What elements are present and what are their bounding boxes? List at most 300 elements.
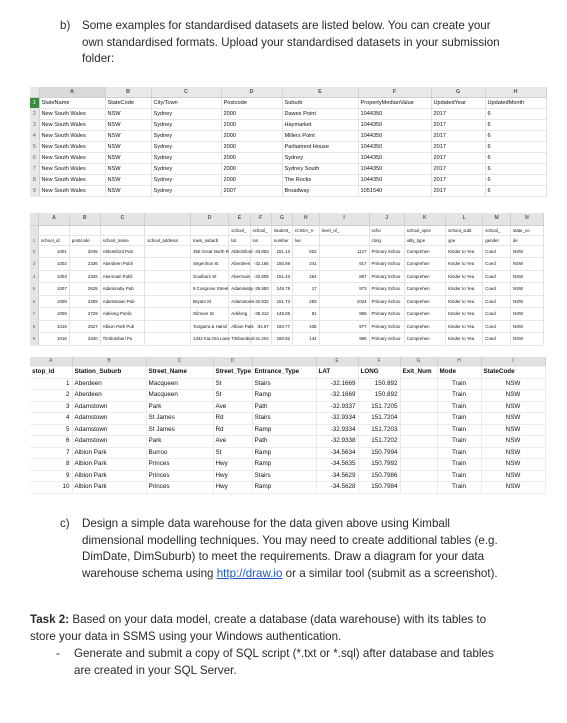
table-cell[interactable]: 150.7994 (358, 447, 400, 459)
table-cell[interactable]: -32.1669 (316, 378, 358, 390)
column-letter[interactable]: L (446, 213, 483, 225)
table-cell[interactable]: 17 (293, 283, 320, 296)
table-cell[interactable]: 1015 (39, 320, 70, 333)
header-cell[interactable]: StateCode (105, 98, 151, 109)
table-cell[interactable]: 2017 (431, 109, 485, 120)
column-letter[interactable]: G (271, 213, 292, 225)
table-cell[interactable]: Adamstown Pub (100, 295, 145, 308)
table-cell[interactable]: -34.5629 (316, 470, 358, 482)
table-cell[interactable]: Ave (213, 436, 252, 448)
table-cell[interactable]: -32.9337 (316, 401, 358, 413)
table-cell[interactable]: Macqueen (146, 390, 213, 402)
table-cell[interactable]: Ramp (252, 482, 316, 494)
table-cell[interactable]: Sydney (151, 164, 221, 175)
table-cell[interactable]: St (213, 447, 252, 459)
table-cell[interactable]: Ramp (252, 424, 316, 436)
table-cell[interactable]: Comprehen (404, 308, 445, 321)
header-cell-top[interactable] (145, 225, 191, 235)
table-cell[interactable]: 2000 (221, 109, 282, 120)
table-cell[interactable]: Coed (483, 295, 511, 308)
table-cell[interactable]: 2017 (431, 164, 485, 175)
header-cell[interactable]: Station_Suburb (72, 367, 146, 379)
column-letter[interactable]: H (485, 87, 546, 98)
header-cell-top[interactable]: scho (369, 225, 404, 235)
table-cell[interactable]: 2017 (431, 131, 485, 142)
table-cell[interactable]: New South Wales (39, 186, 105, 197)
table-cell[interactable]: NSW (105, 109, 151, 120)
table-cell[interactable]: Sydney (151, 186, 221, 197)
table-cell[interactable]: 6 (485, 131, 546, 142)
header-cell-top[interactable]: student_ (271, 225, 292, 235)
header-cell[interactable]: Exit_Num (400, 367, 437, 379)
table-cell[interactable] (145, 320, 191, 333)
table-cell[interactable]: 1127 (319, 245, 369, 258)
table-cell[interactable]: Train (437, 436, 481, 448)
table-cell[interactable]: St James (146, 413, 213, 425)
column-letter[interactable]: G (400, 357, 437, 367)
row-number[interactable]: 5 (30, 283, 39, 296)
column-letter[interactable]: H (293, 213, 320, 225)
table-cell[interactable]: 1003 (39, 270, 70, 283)
header-cell[interactable]: ype (446, 235, 483, 245)
table-cell[interactable]: 1007 (39, 283, 70, 296)
header-cell[interactable]: UpdatedMonth (485, 98, 546, 109)
table-cell[interactable]: -35.993 (250, 283, 271, 296)
table-cell[interactable]: 2046 (69, 245, 100, 258)
table-cell[interactable]: 150.7986 (358, 470, 400, 482)
table-cell[interactable]: Train (437, 447, 481, 459)
table-cell[interactable]: Princes (146, 470, 213, 482)
table-cell[interactable]: Adaminaby Pub (100, 283, 145, 296)
table-cell[interactable]: Comprehen (404, 333, 445, 346)
column-letter[interactable]: F (358, 87, 431, 98)
table-cell[interactable]: Primary Schoo (369, 245, 404, 258)
table-cell[interactable]: Ave (213, 401, 252, 413)
column-letter[interactable]: J (369, 213, 404, 225)
header-cell[interactable]: postcode (69, 235, 100, 245)
table-cell[interactable]: Stairs (252, 413, 316, 425)
table-cell[interactable]: Sydney (151, 131, 221, 142)
header-cell[interactable]: City/Town (151, 98, 221, 109)
table-cell[interactable]: Primary Schoo (369, 320, 404, 333)
table-cell[interactable]: Aberdeen Publi (100, 258, 145, 271)
table-cell[interactable]: Burroo (146, 447, 213, 459)
table-cell[interactable]: 995 (319, 333, 369, 346)
table-cell[interactable]: Aberdeen (72, 390, 146, 402)
header-cell[interactable]: PropertyMedianValue (358, 98, 431, 109)
table-cell[interactable]: 6 (485, 175, 546, 186)
column-letter[interactable]: C (100, 213, 145, 225)
table-cell[interactable] (145, 295, 191, 308)
table-cell[interactable]: 602 (293, 245, 320, 258)
header-cell-top[interactable]: school_subt (446, 225, 483, 235)
table-cell[interactable]: Bryant St (191, 295, 229, 308)
header-cell[interactable]: stop_id (30, 367, 72, 379)
row-number[interactable]: 8 (30, 175, 39, 186)
table-cell[interactable]: NSW (510, 308, 543, 321)
table-cell[interactable]: New South Wales (39, 109, 105, 120)
table-cell[interactable]: Rd (213, 424, 252, 436)
table-cell[interactable]: -32.9334 (316, 424, 358, 436)
table-cell[interactable]: Train (437, 390, 481, 402)
row-number[interactable]: 6 (30, 295, 39, 308)
table-cell[interactable]: Coed (483, 333, 511, 346)
row-number[interactable]: 8 (30, 320, 39, 333)
column-letter[interactable]: H (437, 357, 481, 367)
table-cell[interactable]: 148.06 (271, 308, 292, 321)
table-cell[interactable]: 2007 (221, 186, 282, 197)
row-number[interactable]: 6 (30, 153, 39, 164)
table-cell[interactable]: Aberdeen (72, 378, 146, 390)
table-cell[interactable]: NSW (481, 447, 545, 459)
table-cell[interactable]: Gilmore St (191, 308, 229, 321)
column-letter[interactable] (145, 213, 191, 225)
table-cell[interactable]: 9 (30, 470, 72, 482)
header-cell[interactable]: gender (483, 235, 511, 245)
table-cell[interactable]: NSW (105, 142, 151, 153)
table-cell[interactable]: Comprehen (404, 295, 445, 308)
table-cell[interactable]: NSW (510, 258, 543, 271)
table-cell[interactable]: 150.7992 (358, 459, 400, 471)
table-cell[interactable]: 150.77 (271, 320, 292, 333)
table-cell[interactable]: Kinder to Yea (446, 320, 483, 333)
table-cell[interactable]: Segenhoe St (191, 258, 229, 271)
header-cell-top[interactable] (100, 225, 145, 235)
table-cell[interactable]: 1044350 (358, 120, 431, 131)
column-letter[interactable]: N (510, 213, 543, 225)
table-cell[interactable]: 1024 (319, 295, 369, 308)
table-cell[interactable]: Hwy (213, 470, 252, 482)
table-cell[interactable]: Goulburn St (191, 270, 229, 283)
column-letter[interactable]: A (30, 357, 72, 367)
header-cell-top[interactable]: school_ (250, 225, 271, 235)
table-cell[interactable]: 973 (319, 283, 369, 296)
table-cell[interactable]: NSW (481, 482, 545, 494)
table-cell[interactable]: Primary Schoo (369, 308, 404, 321)
table-cell[interactable]: Adamstown (72, 401, 146, 413)
table-cell[interactable]: 1016 (39, 333, 70, 346)
table-cell[interactable]: Albion Park (72, 470, 146, 482)
table-cell[interactable]: Ramp (252, 390, 316, 402)
table-cell[interactable]: NSW (481, 470, 545, 482)
table-cell[interactable]: 2017 (431, 142, 485, 153)
table-cell[interactable]: 81 (293, 308, 320, 321)
header-cell-top[interactable]: state_co (510, 225, 543, 235)
table-cell[interactable]: Coed (483, 308, 511, 321)
table-cell[interactable]: The Rocks (282, 175, 358, 186)
column-letter[interactable]: F (358, 357, 400, 367)
table-cell[interactable]: 2625 (69, 283, 100, 296)
table-cell[interactable]: Timbumburi (229, 333, 250, 346)
table-cell[interactable]: 977 (319, 320, 369, 333)
header-cell[interactable]: school_id (39, 235, 70, 245)
header-cell-top[interactable]: school_spec (404, 225, 445, 235)
table-cell[interactable]: Sydney South (282, 164, 358, 175)
table-cell[interactable]: Tongarra & Hamil (191, 320, 229, 333)
header-cell-top[interactable] (191, 225, 229, 235)
table-cell[interactable]: -31.204 (250, 333, 271, 346)
column-letter[interactable]: B (69, 213, 100, 225)
table-cell[interactable]: Train (437, 470, 481, 482)
table-cell[interactable]: 2729 (69, 308, 100, 321)
table-cell[interactable]: Train (437, 378, 481, 390)
table-cell[interactable]: -33.853 (250, 245, 271, 258)
table-cell[interactable]: 151.7205 (358, 401, 400, 413)
column-letter[interactable]: C (146, 357, 213, 367)
table-cell[interactable]: Comprehen (404, 245, 445, 258)
table-cell[interactable]: 9 Cosgrove Street (191, 283, 229, 296)
table-cell[interactable]: 150.89 (271, 258, 292, 271)
table-cell[interactable]: 2017 (431, 175, 485, 186)
table-cell[interactable] (400, 378, 437, 390)
table-cell[interactable]: Kinder to Yea (446, 270, 483, 283)
table-cell[interactable]: Haymarket (282, 120, 358, 131)
table-cell[interactable]: 1044350 (358, 142, 431, 153)
table-cell[interactable]: NSW (481, 424, 545, 436)
column-letter[interactable]: B (72, 357, 146, 367)
table-cell[interactable]: 2000 (221, 164, 282, 175)
table-cell[interactable]: 6 (485, 153, 546, 164)
header-cell[interactable]: lue (293, 235, 320, 245)
table-cell[interactable]: Kinder to Yea (446, 258, 483, 271)
table-cell[interactable]: 150.7984 (358, 482, 400, 494)
table-cell[interactable]: Primary Schoo (369, 258, 404, 271)
table-cell[interactable]: 1009 (39, 308, 70, 321)
row-number[interactable]: 2 (30, 245, 39, 258)
table-cell[interactable]: Adelong Public (100, 308, 145, 321)
table-cell[interactable]: Dawes Point (282, 109, 358, 120)
table-cell[interactable]: 2336 (69, 258, 100, 271)
column-letter[interactable]: K (404, 213, 445, 225)
column-letter[interactable]: I (319, 213, 369, 225)
table-cell[interactable]: Ramp (252, 459, 316, 471)
table-cell[interactable]: New South Wales (39, 153, 105, 164)
table-cell[interactable]: 4 (30, 413, 72, 425)
table-cell[interactable]: NSW (510, 333, 543, 346)
table-cell[interactable]: NSW (105, 153, 151, 164)
table-cell[interactable]: NSW (481, 413, 545, 425)
header-cell[interactable]: school_name (100, 235, 145, 245)
table-cell[interactable]: Park (146, 436, 213, 448)
table-cell[interactable]: NSW (105, 120, 151, 131)
table-cell[interactable]: Comprehen (404, 320, 445, 333)
table-cell[interactable]: Abermain (229, 270, 250, 283)
table-cell[interactable]: -32.9334 (316, 413, 358, 425)
table-cell[interactable]: 2000 (221, 142, 282, 153)
table-cell[interactable]: Adamstown (72, 413, 146, 425)
table-cell[interactable]: -35.312 (250, 308, 271, 321)
table-cell[interactable]: Abbotsford Pub (100, 245, 145, 258)
row-number[interactable]: 1 (30, 235, 39, 245)
header-cell[interactable]: Suburb (282, 98, 358, 109)
table-cell[interactable]: Park (146, 401, 213, 413)
column-letter[interactable]: A (39, 87, 105, 98)
table-cell[interactable]: Adamstown (72, 424, 146, 436)
table-cell[interactable] (400, 447, 437, 459)
table-cell[interactable]: Coed (483, 245, 511, 258)
table-cell[interactable]: 1044350 (358, 109, 431, 120)
table-cell[interactable]: 8 (30, 459, 72, 471)
table-cell[interactable]: 151.7202 (358, 436, 400, 448)
table-cell[interactable]: NSW (481, 436, 545, 448)
header-cell-top[interactable] (39, 225, 70, 235)
table-cell[interactable]: NSW (510, 245, 543, 258)
row-number[interactable]: 3 (30, 258, 39, 271)
table-cell[interactable]: 887 (319, 270, 369, 283)
table-cell[interactable]: Coed (483, 270, 511, 283)
table-cell[interactable]: Abermain Publi (100, 270, 145, 283)
table-cell[interactable]: New South Wales (39, 164, 105, 175)
column-letter[interactable]: M (483, 213, 511, 225)
table-cell[interactable]: Timbumburi Pu (100, 333, 145, 346)
table-cell[interactable]: NSW (510, 283, 543, 296)
table-cell[interactable]: 2527 (69, 320, 100, 333)
table-cell[interactable]: 2000 (221, 153, 282, 164)
table-cell[interactable]: 917 (319, 258, 369, 271)
table-cell[interactable]: Hwy (213, 459, 252, 471)
table-cell[interactable]: Albion Park (72, 482, 146, 494)
header-cell[interactable]: Street_Name (146, 367, 213, 379)
table-cell[interactable]: Path (252, 401, 316, 413)
table-cell[interactable]: 5 (30, 424, 72, 436)
row-number[interactable]: 4 (30, 131, 39, 142)
header-cell[interactable]: Street_Type (213, 367, 252, 379)
header-cell[interactable]: UpdatedYear (431, 98, 485, 109)
table-cell[interactable]: Coed (483, 258, 511, 271)
header-cell[interactable]: Mode (437, 367, 481, 379)
table-cell[interactable]: 264 (293, 270, 320, 283)
row-number[interactable]: 5 (30, 142, 39, 153)
header-cell[interactable] (319, 235, 369, 245)
table-cell[interactable]: New South Wales (39, 120, 105, 131)
table-cell[interactable]: -32.932 (250, 295, 271, 308)
header-cell-top[interactable]: ICSEA_V (293, 225, 320, 235)
table-cell[interactable]: 1001 (39, 245, 70, 258)
table-cell[interactable]: Primary Schoo (369, 283, 404, 296)
column-letter[interactable]: F (250, 213, 271, 225)
table-cell[interactable]: 148.78 (271, 283, 292, 296)
table-cell[interactable]: 6 (30, 436, 72, 448)
table-cell[interactable]: 241 (293, 258, 320, 271)
table-cell[interactable]: Adamstown (72, 436, 146, 448)
row-number[interactable]: 2 (30, 109, 39, 120)
table-cell[interactable]: 2017 (431, 186, 485, 197)
table-cell[interactable]: New South Wales (39, 175, 105, 186)
table-cell[interactable]: 986 (319, 308, 369, 321)
table-cell[interactable]: Abbotsford (229, 245, 250, 258)
table-cell[interactable]: Albion Park (229, 320, 250, 333)
table-cell[interactable]: 2289 (69, 295, 100, 308)
table-cell[interactable]: 2017 (431, 153, 485, 164)
table-cell[interactable]: Adamstown (229, 295, 250, 308)
table-cell[interactable]: 2340 (69, 333, 100, 346)
table-cell[interactable]: NSW (105, 186, 151, 197)
table-cell[interactable]: Coed (483, 320, 511, 333)
table-cell[interactable]: -32.166 (250, 258, 271, 271)
table-cell[interactable]: Comprehen (404, 270, 445, 283)
table-cell[interactable] (400, 436, 437, 448)
row-number[interactable]: 7 (30, 308, 39, 321)
table-cell[interactable]: 150.892 (358, 378, 400, 390)
header-cell[interactable]: school_address (145, 235, 191, 245)
column-letter[interactable]: D (213, 357, 252, 367)
table-cell[interactable]: NSW (481, 390, 545, 402)
table-cell[interactable]: -34.5634 (316, 447, 358, 459)
table-cell[interactable]: 350 Great North R (191, 245, 229, 258)
column-letter[interactable]: E (316, 357, 358, 367)
table-cell[interactable]: Coed (483, 283, 511, 296)
row-number[interactable]: 4 (30, 270, 39, 283)
table-cell[interactable]: -32.809 (250, 270, 271, 283)
table-cell[interactable] (400, 401, 437, 413)
column-letter[interactable]: E (282, 87, 358, 98)
column-letter[interactable]: D (221, 87, 282, 98)
table-cell[interactable]: 7 (30, 447, 72, 459)
table-cell[interactable]: Rd (213, 413, 252, 425)
table-cell[interactable]: Train (437, 401, 481, 413)
table-cell[interactable]: 10 (30, 482, 72, 494)
table-cell[interactable]: New South Wales (39, 142, 105, 153)
table-cell[interactable]: 283 (293, 295, 320, 308)
column-letter[interactable]: B (105, 87, 151, 98)
table-cell[interactable]: 144 (293, 333, 320, 346)
table-cell[interactable]: NSW (481, 378, 545, 390)
header-cell[interactable]: StateName (39, 98, 105, 109)
table-cell[interactable]: Sydney (151, 175, 221, 186)
drawio-link[interactable]: http://draw.io (216, 566, 283, 580)
table-cell[interactable]: Adaminaby (229, 283, 250, 296)
header-cell[interactable]: ialty_type (404, 235, 445, 245)
table-cell[interactable] (145, 258, 191, 271)
header-cell[interactable]: lon (250, 235, 271, 245)
table-cell[interactable]: Primary Schoo (369, 295, 404, 308)
table-cell[interactable]: Primary Schoo (369, 333, 404, 346)
table-cell[interactable]: Path (252, 436, 316, 448)
header-cell[interactable]: cting (369, 235, 404, 245)
table-cell[interactable]: 6 (485, 186, 546, 197)
header-cell-top[interactable]: level_of_ (319, 225, 369, 235)
table-cell[interactable]: Stairs (252, 378, 316, 390)
table-cell[interactable]: 2 (30, 390, 72, 402)
table-cell[interactable]: St James (146, 424, 213, 436)
table-cell[interactable]: -32.1669 (316, 390, 358, 402)
table-cell[interactable]: Princes (146, 459, 213, 471)
table-cell[interactable] (400, 390, 437, 402)
table-cell[interactable]: 150.92 (271, 333, 292, 346)
table-cell[interactable]: Hwy (213, 482, 252, 494)
table-cell[interactable]: Albion Park Pub (100, 320, 145, 333)
table-cell[interactable]: Comprehen (404, 258, 445, 271)
table-cell[interactable]: Train (437, 424, 481, 436)
table-cell[interactable]: Sydney (151, 142, 221, 153)
column-letter[interactable]: I (481, 357, 545, 367)
table-cell[interactable]: 1044350 (358, 175, 431, 186)
table-cell[interactable]: 151.43 (271, 270, 292, 283)
row-number[interactable] (30, 225, 39, 235)
header-cell[interactable]: de (510, 235, 543, 245)
table-cell[interactable]: 1002 (39, 258, 70, 271)
table-cell[interactable]: -34.5635 (316, 459, 358, 471)
table-cell[interactable]: 1044350 (358, 131, 431, 142)
table-cell[interactable]: Albion Park (72, 459, 146, 471)
table-cell[interactable]: NSW (105, 164, 151, 175)
table-cell[interactable]: -34.5628 (316, 482, 358, 494)
row-number[interactable]: 9 (30, 333, 39, 346)
table-cell[interactable]: 2017 (431, 120, 485, 131)
table-cell[interactable]: Adelong (229, 308, 250, 321)
table-cell[interactable]: Kinder to Yea (446, 283, 483, 296)
table-cell[interactable]: 2000 (221, 131, 282, 142)
